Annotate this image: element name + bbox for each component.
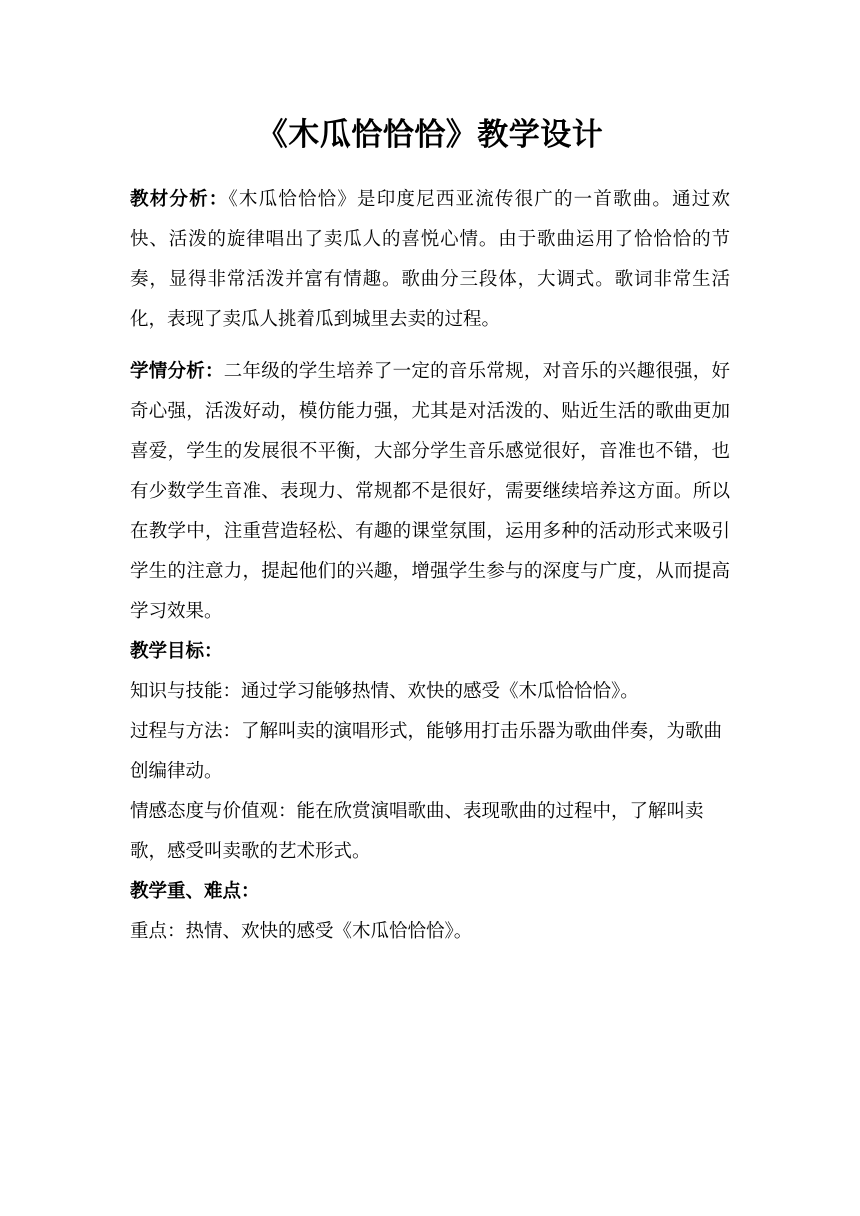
goal-knowledge: 知识与技能：通过学习能够热情、欢快的感受《木瓜恰恰恰》。	[130, 681, 639, 702]
material-analysis-label: 教材分析：	[130, 189, 229, 210]
goal-emotion: 情感态度与价值观：能在欣赏演唱歌曲、表现歌曲的过程中，了解叫卖歌，感受叫卖歌的艺术形式。	[130, 801, 704, 862]
document-title: 《木瓜恰恰恰》教学设计	[256, 117, 604, 153]
key-points-heading: 教学重、难点：	[130, 881, 260, 902]
student-analysis-label: 学情分析：	[130, 361, 224, 382]
material-analysis-paragraph	[130, 180, 730, 340]
key-point: 重点：热情、欢快的感受《木瓜恰恰恰》。	[130, 921, 473, 942]
material-analysis-text: 《木瓜恰恰恰》是印度尼西亚流传很广的一首歌曲。通过欢快、活泼的旋律唱出了卖瓜人的喜悦心情。由于歌曲运用了恰恰恰的节奏，显得非常活泼并富有情趣。歌曲分三段体，大调式。歌词非常生活化，表现了卖瓜人挑着瓜到城里去卖的过程。	[130, 189, 730, 330]
teaching-goals-heading: 教学目标：	[130, 641, 223, 662]
student-analysis-paragraph	[130, 352, 730, 632]
document-page	[130, 110, 730, 952]
student-analysis-text: 二年级的学生培养了一定的音乐常规，对音乐的兴趣很强，好奇心强，活泼好动，模仿能力强，尤其是对活泼的、贴近生活的歌曲更加喜爱，学生的发展很不平衡，大部分学生音乐感觉很好，音准也不错，也有少数学生音准、表现力、常规都不是很好，需要继续培养这方面。所以在教学中，注重营造轻松、有趣的课堂氛围，运用多种的活动形式来吸引学生的注意力，提起他们的兴趣，增强学生参与的深度与广度，从而提高学习效果。	[130, 361, 730, 622]
goal-process: 过程与方法：了解叫卖的演唱形式，能够用打击乐器为歌曲伴奏，为歌曲创编律动。	[130, 721, 723, 782]
